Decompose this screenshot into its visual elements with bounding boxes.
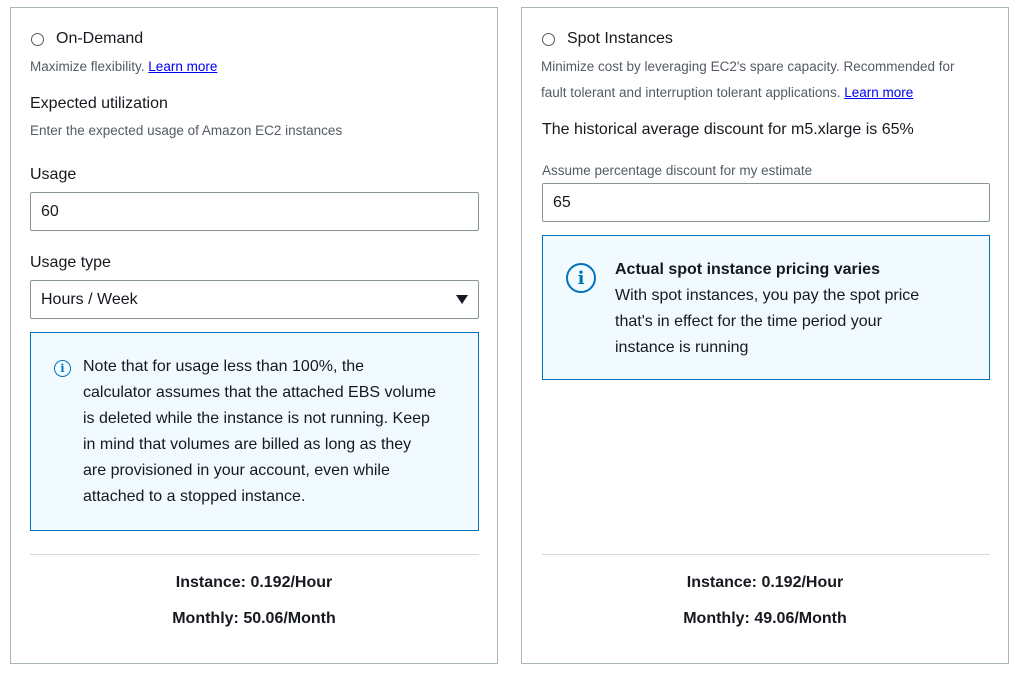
on-demand-learn-more-link[interactable]: Learn more <box>148 59 218 74</box>
ebs-note-line: Note that for usage less than 100%, the <box>83 358 365 375</box>
discount-label: Assume percentage discount for my estimate <box>542 163 813 178</box>
ebs-note-line: calculator assumes that the attached EBS volume <box>83 384 437 401</box>
usage-label: Usage <box>30 166 77 183</box>
ebs-note-line: is deleted while the instance is not running. Keep <box>83 410 430 427</box>
usage-input[interactable] <box>30 192 479 231</box>
ebs-note-line: attached to a stopped instance. <box>83 488 306 505</box>
on-demand-radio[interactable] <box>31 33 44 46</box>
spot-pricing-info-line: that's in effect for the time period your <box>615 313 882 330</box>
usage-type-selected-value: Hours / Week <box>41 290 138 308</box>
discount-input-value: 65 <box>553 193 571 211</box>
discount-input[interactable] <box>542 183 990 222</box>
ebs-note-line: in mind that volumes are billed as long as they <box>83 436 412 453</box>
spot-description-line: Minimize cost by leveraging EC2's spare capacity. Recommended for <box>541 59 955 74</box>
spot-pricing-info-line: With spot instances, you pay the spot price <box>615 287 920 304</box>
on-demand-option[interactable] <box>31 30 143 48</box>
ebs-note-line: are provisioned in your account, even while <box>83 462 390 479</box>
spot-pricing-info-box <box>542 235 990 380</box>
on-demand-description-text: Maximize flexibility. <box>30 59 145 74</box>
spot-description-line-2 <box>541 80 955 106</box>
spot-pricing-info-title: Actual spot instance pricing varies <box>615 261 880 278</box>
on-demand-monthly-total: Monthly: 50.06/Month <box>172 610 336 627</box>
divider <box>30 554 479 555</box>
spot-instance-total: Instance: 0.192/Hour <box>686 574 844 591</box>
spot-monthly-total: Monthly: 49.06/Month <box>683 610 847 627</box>
usage-type-label: Usage type <box>30 254 111 271</box>
spot-instances-radio[interactable] <box>542 33 555 46</box>
info-icon: i <box>54 360 71 377</box>
divider <box>542 554 990 555</box>
spot-instances-option[interactable] <box>542 30 673 48</box>
spot-description-text: fault tolerant and interruption tolerant applications. <box>541 85 841 100</box>
spot-description <box>541 54 955 106</box>
on-demand-card <box>10 7 498 664</box>
spot-instances-card <box>521 7 1009 664</box>
on-demand-instance-total: Instance: 0.192/Hour <box>175 574 333 591</box>
caret-down-icon <box>456 295 468 304</box>
historical-discount-text: The historical average discount for m5.xlarge is 65% <box>542 121 914 138</box>
expected-utilization-title: Expected utilization <box>30 95 168 112</box>
spot-pricing-info-line: instance is running <box>615 339 749 356</box>
spot-pricing-info-text <box>615 257 919 361</box>
ebs-note-box <box>30 332 479 531</box>
spot-learn-more-link[interactable]: Learn more <box>844 85 914 100</box>
on-demand-radio-label[interactable]: On-Demand <box>56 30 144 47</box>
usage-input-value: 60 <box>41 202 59 220</box>
expected-utilization-description: Enter the expected usage of Amazon EC2 instances <box>30 123 343 138</box>
on-demand-description <box>30 54 217 80</box>
ebs-note-text <box>83 354 436 510</box>
spot-instances-radio-label[interactable]: Spot Instances <box>567 30 673 47</box>
usage-type-select[interactable] <box>30 280 479 319</box>
info-icon: i <box>566 263 596 293</box>
